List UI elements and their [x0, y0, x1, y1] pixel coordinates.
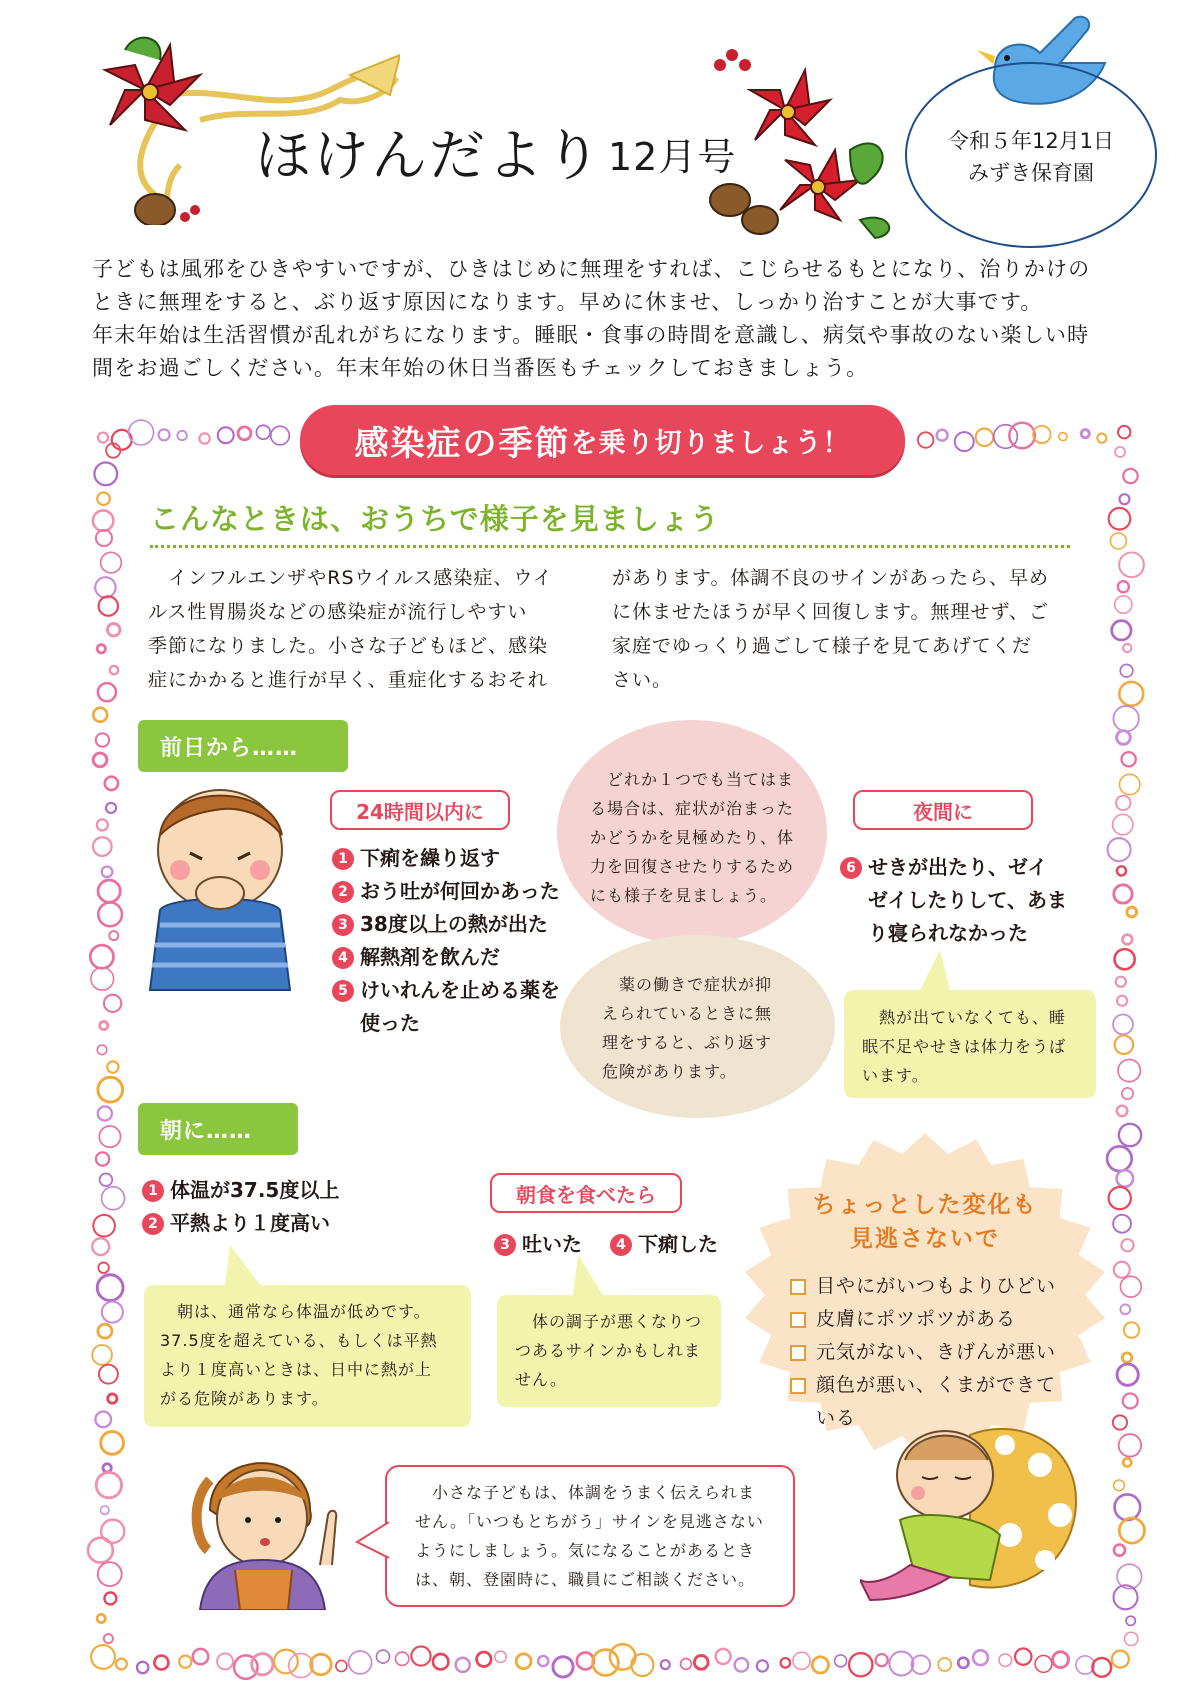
checklist-item — [790, 1369, 1056, 1402]
frame-bubble — [238, 427, 251, 440]
frame-bubble — [1097, 434, 1106, 443]
closing-bubble-pointer — [355, 1520, 389, 1560]
number-badge: 2 — [142, 1213, 164, 1235]
frame-bubble — [1117, 866, 1126, 875]
number-badge: 5 — [332, 980, 354, 1002]
school-name: みずき保育園 — [968, 161, 1094, 185]
checklist-item — [790, 1270, 1056, 1303]
frame-bubble — [92, 1345, 112, 1365]
frame-bubble — [1119, 1434, 1142, 1457]
sick-child-illustration — [140, 775, 300, 995]
frame-bubble — [1107, 1146, 1132, 1171]
circle-line: 理をすると、ぶり返す — [602, 1033, 773, 1052]
frame-bubble — [1120, 774, 1140, 794]
frame-bubble — [98, 1106, 112, 1120]
frame-bubble — [1114, 1262, 1130, 1278]
list-item-text: ゼイしたりして、あま — [868, 888, 1067, 912]
frame-bubble — [1109, 1187, 1131, 1209]
frame-bubble — [1116, 977, 1126, 987]
bubble-line: せん。 — [515, 1370, 567, 1389]
list-item-text: 吐いた — [522, 1232, 582, 1256]
frame-bubble — [274, 1650, 298, 1674]
list-item — [142, 1174, 339, 1207]
frame-bubble — [477, 1652, 491, 1666]
checklist-text: 顔色が悪い、くまができて — [816, 1374, 1057, 1396]
list-item-text: 使った — [360, 1011, 420, 1035]
frame-bubble — [98, 903, 122, 927]
frame-bubble — [812, 1657, 828, 1673]
frame-bubble — [1118, 581, 1129, 592]
frame-bubble — [95, 1412, 111, 1428]
frame-bubble — [116, 1659, 127, 1670]
body-line: 症にかかると進行が早く、重症化するおそれ — [148, 669, 548, 691]
previous-day-list — [332, 842, 560, 1040]
frame-bubble — [976, 429, 993, 446]
frame-bubble — [91, 1645, 115, 1669]
frame-bubble — [1117, 1106, 1128, 1117]
frame-bubble — [1122, 1353, 1132, 1363]
body-line: ルス性胃腸炎などの感染症が流行しやすい — [148, 601, 528, 623]
frame-bubble — [1113, 1215, 1131, 1233]
frame-bubble — [199, 433, 209, 443]
frame-bubble — [137, 1662, 148, 1673]
frame-bubble — [158, 429, 169, 440]
frame-bubble — [1117, 1170, 1133, 1186]
frame-bubble — [553, 1657, 573, 1677]
frame-bubble — [256, 425, 270, 439]
frame-bubble — [1119, 494, 1129, 504]
body-left-column — [148, 561, 553, 697]
frame-bubble — [110, 666, 118, 674]
issue-label: 12月号 — [608, 135, 737, 179]
frame-bubble — [102, 1302, 123, 1323]
body-line: 家庭でゆっくり過ごして様子を見てあげてくだ — [612, 635, 1032, 657]
frame-bubble — [154, 1656, 168, 1670]
checklist-item — [790, 1336, 1056, 1369]
list-item — [332, 842, 560, 875]
frame-bubble — [955, 432, 974, 451]
frame-bubble — [93, 753, 107, 767]
list-item — [142, 1207, 339, 1240]
frame-bubble — [106, 803, 116, 813]
frame-bubble — [91, 967, 114, 990]
frame-bubble — [104, 1634, 113, 1643]
frame-bubble — [97, 1275, 123, 1301]
frame-bubble — [1120, 664, 1133, 677]
frame-bubble — [1115, 1035, 1133, 1053]
frame-bubble — [1115, 447, 1125, 457]
frame-bubble — [1115, 1494, 1141, 1520]
section-banner — [300, 405, 905, 475]
list-item-text: おう吐が何回かあった — [360, 879, 560, 903]
frame-bubble — [1115, 596, 1132, 613]
bubble-line: つあるサインかもしれま — [515, 1341, 701, 1360]
morning-list — [142, 1174, 339, 1240]
frame-bubble — [1053, 1652, 1069, 1668]
closing-line: ようにしましょう。気になることがあるとき — [415, 1541, 756, 1560]
frame-bubble — [1114, 1545, 1125, 1556]
frame-bubble — [98, 1562, 122, 1586]
bubble-line: より１度高いときは、日中に熱が上 — [160, 1360, 433, 1379]
frame-bubble — [101, 552, 122, 573]
checkbox-icon — [790, 1378, 806, 1394]
frame-bubble — [93, 837, 112, 856]
frame-bubble — [1117, 731, 1131, 745]
frame-bubble — [92, 1238, 109, 1255]
frame-bubble — [1015, 1648, 1031, 1664]
tag-previous-day: 前日から…… — [138, 720, 348, 772]
list-item-text: 体温が37.5度以上 — [170, 1178, 340, 1202]
newsletter-title: ほけんだより — [255, 124, 603, 189]
circle-line: にも様子を見ましょう。 — [590, 886, 778, 905]
number-badge: 3 — [332, 914, 354, 936]
frame-bubble — [98, 1077, 123, 1102]
bubble-line: 熱が出ていなくても、睡 — [862, 1008, 1067, 1027]
list-item — [332, 908, 560, 941]
frame-bubble — [918, 432, 933, 447]
starburst-title-line: ちょっとした変化も — [812, 1192, 1038, 1218]
frame-bubble — [94, 463, 117, 486]
intro-line: 子どもは風邪をひきやすいですが、ひきはじめに無理をすれば、こじらせるもとになり、治りかけの — [92, 257, 1091, 281]
frame-bubble — [93, 1215, 115, 1237]
frame-bubble — [1126, 1616, 1135, 1625]
frame-bubble — [99, 596, 118, 615]
frame-bubble — [456, 1658, 470, 1672]
body-right-column — [612, 561, 1049, 697]
number-badge: 6 — [840, 857, 862, 879]
frame-bubble — [1059, 433, 1067, 441]
frame-bubble — [577, 1653, 594, 1670]
list-item — [332, 974, 560, 1007]
body-line: さい。 — [612, 669, 673, 691]
bubble-line: 眠不足やせきは体力をうば — [862, 1037, 1067, 1056]
frame-bubble — [1122, 935, 1132, 945]
frame-bubble — [631, 1654, 653, 1676]
frame-bubble — [100, 1022, 108, 1030]
frame-bubble — [97, 645, 105, 653]
frame-bubble — [98, 1262, 109, 1273]
frame-bubble — [1113, 1015, 1133, 1035]
frame-bubble — [1119, 1518, 1144, 1543]
frame-bubble — [973, 1650, 988, 1665]
frame-bubble — [411, 1646, 430, 1665]
banner-rest: を乗り切りましょう！ — [570, 427, 851, 459]
medicine-warning-text — [602, 970, 772, 1086]
frame-bubble — [102, 866, 113, 877]
frame-bubble — [289, 1653, 313, 1677]
sleeping-baby-illustration — [860, 1405, 1100, 1605]
frame-bubble — [102, 1187, 125, 1210]
frame-bubble — [538, 1656, 548, 1666]
frame-bubble — [1119, 682, 1143, 706]
checklist-text: 目やにがいつもよりひどい — [816, 1275, 1057, 1297]
frame-bubble — [217, 1653, 233, 1669]
frame-bubble — [107, 1061, 118, 1072]
frame-bubble — [1120, 1276, 1141, 1297]
frame-bubble — [97, 492, 110, 505]
frame-bubble — [105, 777, 118, 790]
frame-bubble — [96, 733, 109, 746]
frame-bubble — [1109, 508, 1131, 530]
frame-bubble — [177, 431, 186, 440]
frame-bubble — [90, 945, 113, 968]
number-badge: 2 — [332, 881, 354, 903]
frame-bubble — [98, 683, 116, 701]
intro-line: 間をお過ごしください。年末年始の休日当番医もチェックしておきましょう。 — [92, 356, 869, 380]
frame-bubble — [98, 1324, 112, 1338]
frame-bubble — [96, 1472, 121, 1497]
frame-bubble — [1118, 1059, 1140, 1081]
morning-bubble-text — [160, 1297, 438, 1413]
frame-bubble — [252, 1654, 273, 1675]
tag-night: 夜間に — [853, 790, 1033, 830]
frame-bubble — [101, 1431, 124, 1454]
frame-bubble — [1127, 907, 1137, 917]
frame-bubble — [849, 1653, 872, 1676]
frame-bubble — [958, 1658, 968, 1668]
frame-bubble — [97, 1045, 106, 1054]
frame-bubble — [999, 1654, 1011, 1666]
number-badge: 1 — [142, 1180, 164, 1202]
frame-bubble — [1113, 814, 1133, 834]
circle-line: 危険があります。 — [602, 1062, 737, 1081]
frame-bubble — [876, 1654, 888, 1666]
list-item — [840, 851, 1067, 884]
frame-bubble — [1081, 430, 1089, 438]
list-item-continuation — [840, 884, 1067, 917]
frame-bubble — [1122, 1088, 1133, 1099]
frame-bubble — [1114, 1480, 1125, 1491]
body-line: インフルエンザやRSウイルス感染症、ウイ — [148, 567, 553, 589]
frame-bubble — [835, 1655, 847, 1667]
frame-bubble — [376, 1650, 389, 1663]
frame-bubble — [1123, 644, 1131, 652]
frame-bubble — [433, 1654, 448, 1669]
frame-bubble — [735, 1658, 748, 1671]
frame-bubble — [1123, 469, 1137, 483]
frame-bubble — [1110, 533, 1126, 549]
list-item-continuation — [332, 1007, 560, 1040]
frame-bubble — [103, 1464, 111, 1472]
frame-bubble — [1112, 621, 1131, 640]
tag-morning: 朝に…… — [138, 1103, 298, 1155]
subheading: こんなときは、おうちで様子を見ましょう — [150, 502, 720, 536]
dotted-divider — [150, 545, 1070, 548]
number-badge: 4 — [610, 1234, 632, 1256]
starburst-title — [780, 1188, 1070, 1256]
frame-bubble — [781, 1658, 791, 1668]
starburst-title-line: 見逃さないで — [850, 1226, 1000, 1252]
frame-bubble — [1119, 552, 1144, 577]
date-block — [905, 125, 1157, 189]
frame-bubble — [99, 1365, 118, 1384]
banner-main: 感染症の季節 — [354, 423, 571, 464]
frame-bubble — [1122, 752, 1136, 766]
frame-bubble — [98, 880, 120, 902]
frame-bubble — [99, 1126, 120, 1147]
closing-message-text — [415, 1478, 764, 1594]
circle-line: どれか１つでも当てはま — [590, 770, 795, 789]
frame-bubble — [495, 1651, 506, 1662]
frame-bubble — [96, 1152, 109, 1165]
frame-bubble — [1118, 426, 1130, 438]
bubble-line: 37.5度を超えている、もしくは平熱 — [160, 1331, 438, 1350]
intro-line: 年末年始は生活習慣が乱れがちになります。睡眠・食事の時間を意識し、病気や事故のない楽しい時 — [92, 323, 1090, 347]
circle-line: る場合は、症状が治まった — [590, 799, 795, 818]
tag-24-hours: 24時間以内に — [330, 790, 510, 830]
frame-bubble — [96, 530, 112, 546]
circle-line: えられているときに無 — [602, 1004, 773, 1023]
bubble-line: 朝は、通常なら体温が低めです。 — [160, 1302, 431, 1321]
checkbox-icon — [790, 1312, 806, 1328]
list-item-text: けいれんを止める薬を — [360, 978, 560, 1002]
frame-bubble — [88, 1538, 113, 1563]
bubble-line: 体の調子が悪くなりつ — [515, 1312, 703, 1331]
frame-bubble — [311, 1654, 332, 1675]
frame-bubble — [661, 1660, 670, 1669]
frame-bubble — [271, 426, 290, 445]
checklist-text: いる — [816, 1407, 857, 1429]
frame-bubble — [349, 1651, 372, 1674]
list-item — [332, 875, 560, 908]
list-item-text: り寝られなかった — [868, 921, 1028, 945]
checkbox-icon — [790, 1279, 806, 1295]
frame-bubble — [1092, 1658, 1111, 1677]
number-badge: 3 — [494, 1234, 516, 1256]
frame-bubble — [757, 1660, 768, 1671]
list-item-text: 平熱より１度高い — [170, 1211, 330, 1235]
circle-line: 力を回復させたりするため — [590, 857, 795, 876]
frame-bubble — [889, 1652, 913, 1676]
frame-bubble — [681, 1659, 692, 1670]
frame-bubble — [104, 1592, 116, 1604]
number-badge: 1 — [332, 848, 354, 870]
issue-date: 令和５年12月1日 — [947, 129, 1115, 153]
list-item-text: 下痢を繰り返す — [360, 846, 500, 870]
frame-bubble — [101, 1506, 109, 1514]
frame-bubble — [1035, 1656, 1052, 1673]
frame-bubble — [98, 433, 108, 443]
frame-bubble — [1116, 796, 1130, 810]
frame-bubble — [179, 1656, 191, 1668]
frame-bubble — [1117, 1364, 1138, 1385]
circle-line: 薬の働きで症状が抑 — [602, 975, 773, 994]
advice-circle-text — [590, 765, 794, 910]
bubble-line: います。 — [862, 1066, 929, 1085]
teacher-illustration — [170, 1440, 370, 1610]
breakfast-bubble-text — [515, 1307, 702, 1394]
number-badge: 4 — [332, 947, 354, 969]
list-item-text: せきが出たり、ゼイ — [868, 855, 1048, 879]
frame-bubble — [1120, 1304, 1130, 1314]
frame-bubble — [93, 510, 113, 530]
body-line: があります。体調不良のサインがあったら、早め — [612, 567, 1049, 589]
frame-bubble — [95, 577, 115, 597]
frame-bubble — [193, 1649, 208, 1664]
frame-bubble — [1108, 838, 1131, 861]
checkbox-icon — [790, 1345, 806, 1361]
frame-bubble — [716, 1649, 731, 1664]
frame-bubble — [937, 430, 948, 441]
frame-bubble — [93, 708, 107, 722]
frame-bubble — [1113, 706, 1138, 731]
frame-bubble — [97, 1614, 105, 1622]
closing-line: せん。「いつもとちがう」サインを見逃さない — [415, 1512, 764, 1531]
closing-line: 小さな子どもは、体調をうまく伝えられま — [415, 1483, 756, 1502]
frame-bubble — [104, 995, 121, 1012]
frame-bubble — [1115, 949, 1135, 969]
frame-bubble — [218, 427, 234, 443]
checklist-text: 皮膚にポツポツがある — [816, 1308, 1017, 1330]
frame-bubble — [1009, 423, 1035, 449]
frame-bubble — [109, 931, 118, 940]
list-item-continuation — [840, 917, 1067, 950]
list-item — [332, 941, 560, 974]
checklist-text: 元気がない、きげんが悪い — [816, 1341, 1057, 1363]
frame-bubble — [1123, 1394, 1138, 1409]
frame-bubble — [1125, 1632, 1138, 1645]
bubble-line: がる危険があります。 — [160, 1389, 329, 1408]
tag-after-breakfast: 朝食を食べたら — [490, 1173, 682, 1213]
frame-bubble — [100, 1173, 113, 1186]
frame-bubble — [107, 624, 119, 636]
frame-bubble — [1114, 885, 1132, 903]
frame-bubble — [1119, 1124, 1141, 1146]
frame-bubble — [694, 1655, 708, 1669]
body-line: に休ませたほうが早く回復します。無理せず、ご — [612, 601, 1049, 623]
checklist-item — [790, 1303, 1056, 1336]
intro-paragraph — [92, 253, 1142, 385]
intro-line: ときに無理をすると、ぶり返す原因になります。早めに休ませ、しっかり治すことが大事です。 — [92, 290, 1043, 314]
frame-bubble — [593, 1650, 619, 1676]
list-item-text: 38度以上の熱が出た — [360, 912, 548, 936]
night-list — [840, 851, 1067, 950]
closing-line: は、朝、登園時に、職員にご相談ください。 — [415, 1570, 756, 1589]
frame-bubble — [516, 1654, 531, 1669]
frame-bubble — [97, 819, 108, 830]
frame-bubble — [793, 1652, 810, 1669]
frame-bubble — [1112, 1651, 1129, 1668]
frame-bubble — [1123, 1458, 1131, 1466]
frame-bubble — [395, 1652, 408, 1665]
frame-bubble — [1121, 1239, 1133, 1251]
list-item-text: 下痢した — [638, 1232, 718, 1256]
list-item-text: 解熱剤を飲んだ — [360, 945, 500, 969]
frame-bubble — [129, 420, 154, 445]
circle-line: かどうかを見極めたり、体 — [590, 828, 795, 847]
frame-bubble — [336, 1660, 347, 1671]
frame-bubble — [108, 1394, 117, 1403]
body-line: 季節になりました。小さな子どもほど、感染 — [148, 635, 549, 657]
frame-bubble — [1117, 996, 1127, 1006]
night-bubble-text — [862, 1003, 1066, 1090]
frame-bubble — [938, 1658, 951, 1671]
frame-bubble — [1113, 1415, 1127, 1429]
frame-bubble — [1124, 1322, 1140, 1338]
